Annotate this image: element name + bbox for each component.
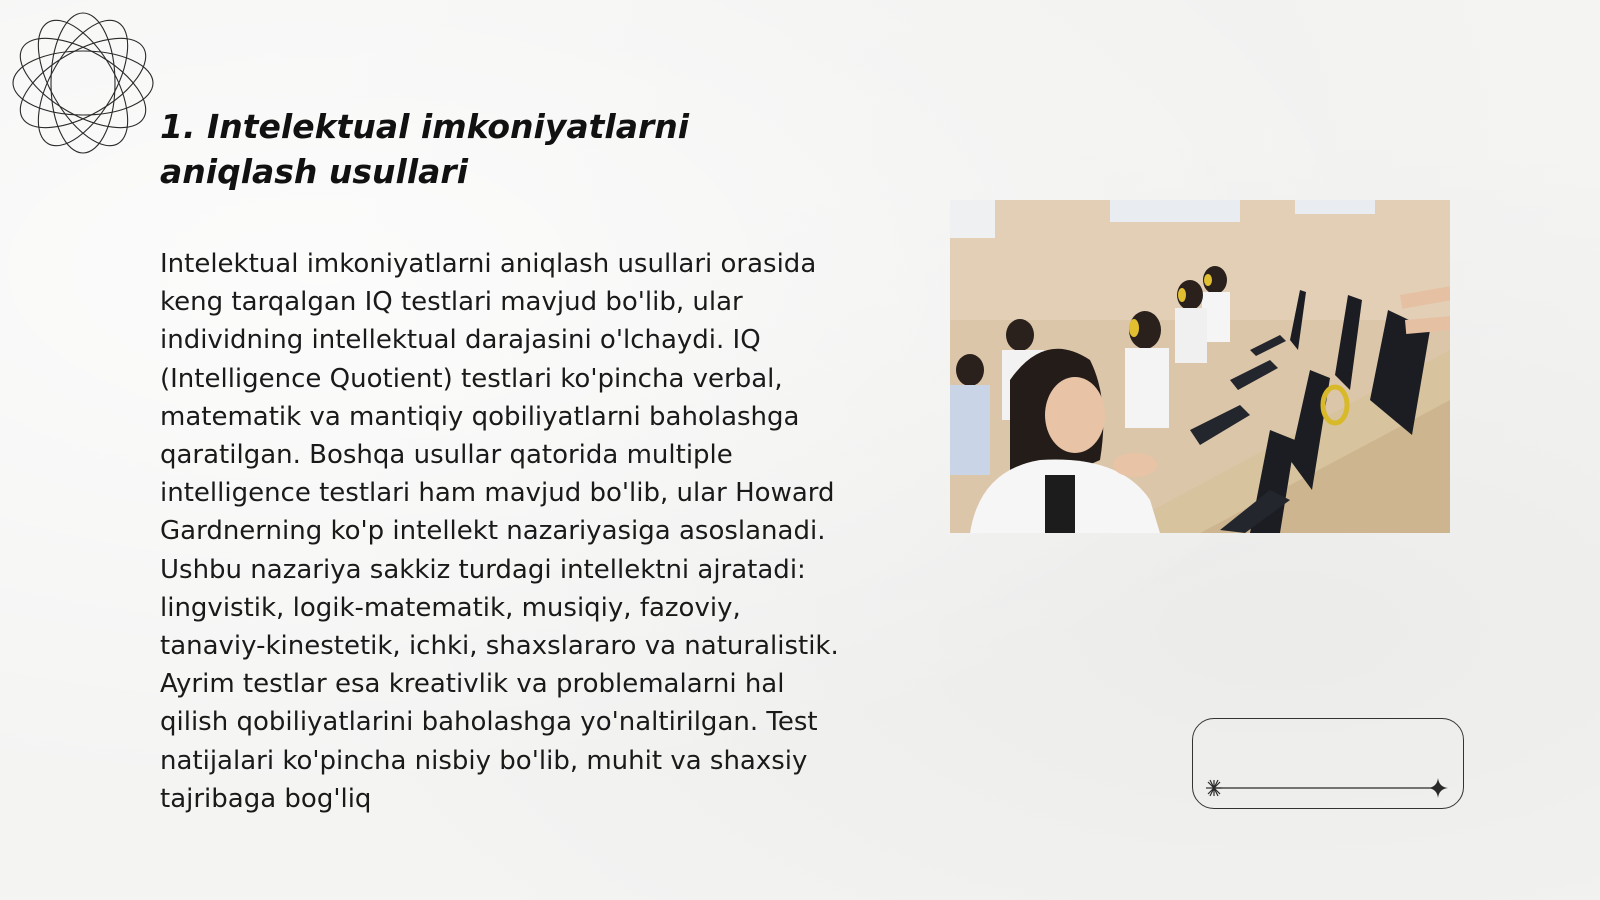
slide-body-text: Intelektual imkoniyatlarni aniqlash usullari orasida keng tarqalgan IQ testlari mavjud bo'lib, ular individning intellektual darajasini o'lchaydi. IQ (Intelligence Quotient) testlari ko'pincha verbal, matematik va mantiqiy qobiliyatlarni baholashga qaratilgan. Boshqa usullar qatorida multiple intelligence testlari ham mavjud bo'lib, ular Howard Gardnerning ko'p intellekt nazariyasiga asoslanadi. Ushbu nazariya sakkiz turdagi intellektni ajratadi: lingvistik, logik-matematik, musiqiy, fazoviy, tanaviy-kinestetik, ichki, shaxslararo va naturalistik. Ayrim testlar esa kreativlik va problemalarni hal qilish qobiliyatlarini baholashga yo'naltirilgan. Test natijalari ko'pincha nisbiy bo'lib, muhit va shaxsiy tajribaga bog'liq: [160, 249, 839, 814]
orbit-rings-icon: [10, 10, 156, 156]
slide-title: 1. Intelektual imkoniyatlarni aniqlash usullari: [160, 107, 690, 191]
students-computer-lab-photo: [950, 200, 1450, 533]
sparkle-line-icon: [1200, 776, 1450, 800]
